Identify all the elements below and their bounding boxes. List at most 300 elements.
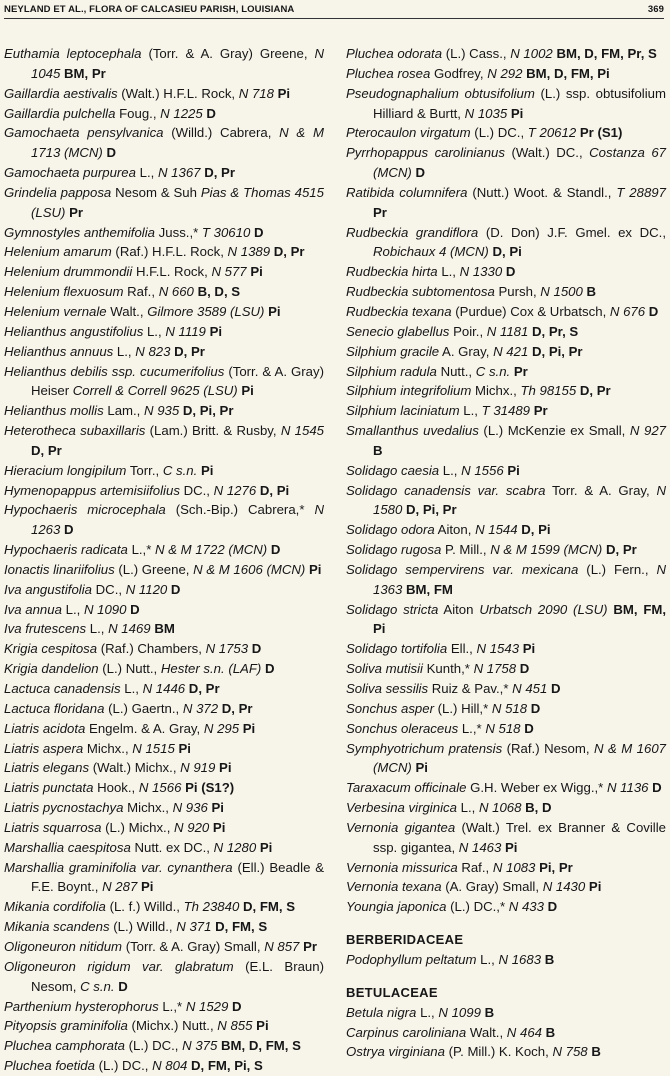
species-name: Solidago tortifolia xyxy=(346,641,448,657)
species-name: Liatris aspera xyxy=(4,740,84,756)
species-entry xyxy=(4,739,324,759)
herbaria-codes: BM, Pr xyxy=(64,65,106,81)
species-author: Aiton xyxy=(443,601,474,617)
species-author: Michx., xyxy=(86,740,129,756)
species-author: (Michx.) Nutt., xyxy=(131,1018,214,1034)
species-author: L., xyxy=(420,1004,435,1020)
herbaria-codes: Pi xyxy=(209,323,223,339)
species-entry xyxy=(4,401,324,421)
species-name: Vernonia missurica xyxy=(346,859,458,875)
species-author: Lam., xyxy=(107,403,141,419)
collection-number: N & M 1713 (MCN) xyxy=(31,125,324,161)
species-entry xyxy=(4,719,324,739)
herbaria-codes: D, Pr xyxy=(221,700,253,716)
species-name: Sonchus oleraceus xyxy=(346,720,459,736)
collection-number: N 433 xyxy=(508,899,544,915)
collection-number: T 31489 xyxy=(481,403,531,419)
collection-number: N & M 1606 (MCN) xyxy=(193,561,306,577)
species-name: Solidago caesia xyxy=(346,462,440,478)
herbaria-codes: D, Pi, Pr xyxy=(531,343,583,359)
species-entry xyxy=(346,123,666,143)
species-entry xyxy=(4,342,324,362)
species-name: Liatris squarrosa xyxy=(4,819,102,835)
collection-number: N 1120 xyxy=(125,581,168,597)
collection-number: N 1280 xyxy=(213,839,257,855)
collection-number: N 804 xyxy=(152,1058,188,1074)
species-name: Marshallia caespitosa xyxy=(4,839,131,855)
collection-number: N 1515 xyxy=(132,740,175,756)
species-author: (A. Gray) Small, xyxy=(445,879,540,895)
species-name: Iva frutescens xyxy=(4,621,87,637)
collection-number: N 1002 xyxy=(510,46,553,61)
species-entry xyxy=(346,950,666,970)
herbaria-codes: Pi xyxy=(415,760,428,776)
species-author: (Walt.) H.F.L. Rock, xyxy=(121,85,236,101)
collection-number: N 1543 xyxy=(476,641,520,657)
species-entry xyxy=(346,739,666,779)
species-author: (L.) Cass., xyxy=(445,46,507,61)
herbaria-codes: D, FM, Pi, S xyxy=(190,1058,263,1074)
species-entry xyxy=(346,600,666,640)
collection-number: N 758 xyxy=(552,1044,588,1060)
species-entry xyxy=(4,937,324,957)
herbaria-codes: BM, FM xyxy=(406,581,453,597)
collection-number: C s.n. xyxy=(162,462,198,478)
species-entry xyxy=(4,699,324,719)
species-entry xyxy=(346,818,666,858)
species-entry xyxy=(346,302,666,322)
species-author: Hook., xyxy=(97,780,136,796)
species-author: Ell., xyxy=(450,641,473,657)
species-author: (L.) Willd., xyxy=(113,919,173,935)
collection-number: N 1083 xyxy=(492,859,536,875)
species-name: Grindelia papposa xyxy=(4,184,112,200)
species-author: L., xyxy=(124,681,139,696)
herbaria-codes: D, Pi xyxy=(492,244,522,260)
herbaria-codes: B xyxy=(484,1004,495,1020)
species-entry xyxy=(346,639,666,659)
herbaria-codes: D, Pi xyxy=(259,482,290,498)
species-author: DC., xyxy=(183,482,210,498)
herbaria-codes: D xyxy=(415,165,426,181)
collection-number: N 1035 xyxy=(464,105,508,121)
collection-number: N 1753 xyxy=(205,641,249,657)
species-author: L., xyxy=(139,165,155,181)
species-author: (Walt.) Michx., xyxy=(92,760,177,776)
species-entry xyxy=(346,143,666,183)
species-author: (L. f.) Willd., xyxy=(109,899,180,915)
collection-number: N 1225 xyxy=(160,105,203,121)
species-author: Nutt., xyxy=(440,363,473,379)
species-author: Raf., xyxy=(127,284,156,300)
collection-number: N 287 xyxy=(102,879,138,895)
collection-number: N 920 xyxy=(174,819,210,835)
running-header xyxy=(4,4,664,19)
species-name: Podophyllum peltatum xyxy=(346,951,477,967)
species-name: Pluchea foetida xyxy=(4,1058,95,1074)
herbaria-codes: D xyxy=(118,978,128,994)
species-author: L.,* xyxy=(461,720,482,736)
herbaria-codes: Pr xyxy=(513,363,528,379)
species-author: L., xyxy=(442,462,458,478)
collection-number: C s.n. xyxy=(80,978,115,994)
species-entry xyxy=(346,699,666,719)
species-entry xyxy=(346,381,666,401)
herbaria-codes: D, Pi xyxy=(521,522,551,538)
species-entry xyxy=(346,223,666,263)
species-name: Ratibida columnifera xyxy=(346,184,468,200)
species-author: Walt., xyxy=(469,1024,504,1040)
species-name: Soliva sessilis xyxy=(346,681,429,696)
species-entry xyxy=(4,580,324,600)
collection-number: N 1430 xyxy=(542,879,586,895)
species-author: (L.) DC.,* xyxy=(450,899,506,915)
species-entry xyxy=(346,64,666,84)
herbaria-codes: Pi xyxy=(588,879,602,895)
species-author: L., xyxy=(463,403,478,419)
collection-number: T 30610 xyxy=(201,224,251,240)
species-name: Krigia dandelion xyxy=(4,661,99,677)
herbaria-codes: Pr xyxy=(69,204,84,220)
species-author: Walt., xyxy=(110,303,144,319)
collection-number: N 1758 xyxy=(473,661,517,677)
herbaria-codes: B xyxy=(373,442,383,458)
species-entry xyxy=(4,858,324,898)
collection-number: N 1389 xyxy=(227,244,271,260)
species-entry xyxy=(4,123,324,163)
species-name: Sonchus asper xyxy=(346,700,434,716)
family-heading-berberidaceae: BERBERIDACEAE xyxy=(346,932,464,948)
species-name: Iva angustifolia xyxy=(4,581,92,597)
species-name: Vernonia texana xyxy=(346,879,442,895)
species-entry xyxy=(346,183,666,223)
species-author: Nesom & Suh xyxy=(115,184,197,200)
species-name: Solidago rugosa xyxy=(346,542,442,558)
species-entry xyxy=(4,560,324,580)
herbaria-codes: D, FM, S xyxy=(242,899,296,915)
herbaria-codes: D, Pr xyxy=(31,442,62,458)
species-entry xyxy=(346,858,666,878)
collection-number: N 823 xyxy=(135,343,171,359)
herbaria-codes: D, Pi, Pr xyxy=(406,502,457,518)
herbaria-codes: B, D xyxy=(525,800,552,816)
species-entry xyxy=(4,639,324,659)
species-entry xyxy=(346,659,666,679)
species-author: Godfrey, xyxy=(433,65,484,81)
species-author: (Torr. & A. Gray) Greene, xyxy=(148,46,308,61)
collection-number: Correll & Correll 9625 (LSU) xyxy=(72,383,238,399)
herbaria-codes: D xyxy=(547,899,558,915)
herbaria-codes: D xyxy=(251,641,262,657)
herbaria-codes: D xyxy=(524,720,534,736)
species-name: Silphium integrifolium xyxy=(346,383,472,399)
species-author: Nutt. ex DC., xyxy=(134,839,210,855)
species-name: Lactuca floridana xyxy=(4,700,105,716)
species-name: Marshallia graminifolia var. cynanthera xyxy=(4,859,233,875)
herbaria-codes: D, Pr xyxy=(188,681,220,696)
species-name: Iva annua xyxy=(4,601,62,617)
herbaria-codes: Pi xyxy=(522,641,536,657)
herbaria-codes: Pi xyxy=(510,105,524,121)
species-name: Hieracium longipilum xyxy=(4,462,127,478)
species-author: (Nutt.) Woot. & Standl., xyxy=(472,184,612,200)
species-name: Pluchea odorata xyxy=(346,46,443,61)
species-entry xyxy=(4,282,324,302)
species-entry xyxy=(4,997,324,1017)
collection-number: Pias & Thomas 4515 (LSU) xyxy=(31,184,324,220)
species-author: (Raf.) Chambers, xyxy=(100,641,202,657)
species-author: DC., xyxy=(95,581,123,597)
left-column xyxy=(4,44,324,1076)
herbaria-codes: D xyxy=(652,780,662,796)
species-author: (L.) Fern., xyxy=(586,561,649,577)
herbaria-codes: D, Pr xyxy=(204,165,235,181)
species-author: (Torr. & A. Gray) Heiser xyxy=(31,363,324,399)
species-entry xyxy=(346,897,666,917)
species-name: Gymnostyles anthemifolia xyxy=(4,224,155,240)
species-entry xyxy=(346,1023,666,1043)
species-name: Krigia cespitosa xyxy=(4,641,98,657)
species-name: Gaillardia pulchella xyxy=(4,105,116,121)
herbaria-codes: D xyxy=(106,145,117,161)
collection-number: N 935 xyxy=(144,403,180,419)
species-author: Aiton, xyxy=(437,522,472,538)
herbaria-codes: Pi xyxy=(259,839,273,855)
species-author: L., xyxy=(89,621,105,637)
species-entry xyxy=(4,44,324,84)
species-name: Gaillardia aestivalis xyxy=(4,85,118,101)
species-entry xyxy=(4,461,324,481)
species-entry xyxy=(4,897,324,917)
herbaria-codes: D, Pi, Pr xyxy=(182,403,234,419)
collection-number: N 518 xyxy=(485,720,521,736)
collection-number: N & M 1722 (MCN) xyxy=(155,542,268,558)
species-entry xyxy=(4,242,324,262)
species-author: (L.) McKenzie ex Small, xyxy=(483,423,626,439)
collection-number: N 660 xyxy=(158,284,194,300)
herbaria-codes: D xyxy=(64,522,74,538)
species-name: Vernonia gigantea xyxy=(346,819,456,835)
species-entry xyxy=(346,520,666,540)
species-entry xyxy=(4,500,324,540)
species-author: (Walt.) DC., xyxy=(511,145,583,161)
collection-number: N 1446 xyxy=(142,681,186,696)
species-author: (Raf.) H.F.L. Rock, xyxy=(115,244,224,260)
herbaria-codes: Pi xyxy=(140,879,154,895)
species-author: Poir., xyxy=(453,323,484,339)
herbaria-codes: B xyxy=(586,284,597,300)
species-author: Ruiz & Pav.,* xyxy=(431,681,509,696)
species-author: L., xyxy=(480,951,495,967)
running-title: NEYLAND ET AL., FLORA OF CALCASIEU PARISH, LOUISIANA xyxy=(4,4,295,15)
species-author: P. Mill., xyxy=(445,542,487,558)
herbaria-codes: B xyxy=(544,951,555,967)
herbaria-codes: BM, D, FM, S xyxy=(221,1038,301,1054)
species-author: L., xyxy=(146,323,162,339)
species-entry xyxy=(346,481,666,521)
species-entry xyxy=(4,262,324,282)
page-number: 369 xyxy=(647,4,664,15)
species-entry xyxy=(4,957,324,997)
collection-number: N 1683 xyxy=(498,951,542,967)
herbaria-codes: Pi, Pr xyxy=(539,859,573,875)
species-author: (L.) DC., xyxy=(128,1038,179,1054)
species-entry xyxy=(4,322,324,342)
species-entry xyxy=(4,302,324,322)
herbaria-codes: Pr (S1) xyxy=(579,125,623,141)
herbaria-codes: Pi xyxy=(211,800,224,816)
herbaria-codes: D xyxy=(530,700,541,716)
species-entry xyxy=(346,342,666,362)
collection-number: N 1580 xyxy=(373,482,666,518)
species-name: Helianthus debilis ssp. cucumerifolius xyxy=(4,363,225,379)
collection-number: N 1136 xyxy=(606,780,649,796)
species-author: L., xyxy=(65,601,81,617)
herbaria-codes: Pi xyxy=(219,760,232,776)
herbaria-codes: B xyxy=(591,1044,601,1060)
species-author: (L.) Hill,* xyxy=(437,700,489,716)
species-entry xyxy=(346,322,666,342)
species-name: Taraxacum officinale xyxy=(346,780,467,796)
herbaria-codes: BM xyxy=(154,621,175,637)
species-entry xyxy=(4,362,324,402)
species-name: Hypochaeris microcephala xyxy=(4,502,166,518)
species-name: Helianthus angustifolius xyxy=(4,323,144,339)
herbaria-codes: D xyxy=(270,542,281,558)
species-name: Gamochaeta pensylvanica xyxy=(4,125,164,141)
species-entry xyxy=(4,659,324,679)
species-entry xyxy=(4,1056,324,1076)
species-entry xyxy=(4,679,324,699)
species-name: Oligoneuron nitidum xyxy=(4,938,123,954)
species-entry xyxy=(346,877,666,897)
species-author: (Raf.) Nesom, xyxy=(506,740,590,756)
species-entry xyxy=(4,540,324,560)
collection-number: N 1363 xyxy=(373,561,666,597)
species-entry xyxy=(4,917,324,937)
collection-number: N 1263 xyxy=(31,502,324,538)
species-entry xyxy=(4,84,324,104)
species-entry xyxy=(346,540,666,560)
herbaria-codes: D xyxy=(551,681,561,696)
herbaria-codes: BM, D, FM, Pr, S xyxy=(556,46,657,61)
species-name: Rudbeckia grandiflora xyxy=(346,224,479,240)
species-name: Betula nigra xyxy=(346,1004,417,1020)
species-author: Pursh, xyxy=(498,284,537,300)
collection-number: N 1556 xyxy=(461,462,504,478)
species-author: (Walt.) Trel. ex Branner & Coville ssp. gigantea, xyxy=(373,819,667,855)
species-entry xyxy=(4,838,324,858)
species-name: Gamochaeta purpurea xyxy=(4,165,136,181)
species-entry xyxy=(4,758,324,778)
species-entry xyxy=(346,1003,666,1023)
herbaria-codes: Pr xyxy=(303,938,318,954)
species-author: A. Gray, xyxy=(442,343,490,359)
species-author: Torr., xyxy=(129,462,160,478)
herbaria-codes: D, Pr xyxy=(174,343,205,359)
collection-number: N 1045 xyxy=(31,46,324,81)
herbaria-codes: D xyxy=(170,581,181,597)
collection-number: N 1367 xyxy=(157,165,201,181)
species-name: Silphium radula xyxy=(346,363,437,379)
herbaria-codes: BM, FM, Pi xyxy=(373,601,667,637)
species-name: Rudbeckia hirta xyxy=(346,264,438,280)
species-author: (L.) Greene, xyxy=(118,561,190,577)
species-entry xyxy=(4,778,324,798)
herbaria-codes: Pr xyxy=(533,403,548,419)
species-name: Pityopsis graminifolia xyxy=(4,1018,128,1034)
collection-number: N 1090 xyxy=(83,601,127,617)
herbaria-codes: Pi xyxy=(212,819,226,835)
species-name: Helianthus mollis xyxy=(4,403,104,419)
species-author: (Sch.-Bip.) Cabrera,* xyxy=(175,502,305,518)
species-name: Pseudognaphalium obtusifolium xyxy=(346,85,535,101)
collection-number: N 518 xyxy=(491,700,528,716)
species-name: Helianthus annuus xyxy=(4,343,114,359)
collection-number: Th 98155 xyxy=(520,383,577,399)
herbaria-codes: D xyxy=(519,661,530,677)
species-name: Solidago canadensis var. scabra xyxy=(346,482,546,498)
species-entry xyxy=(4,421,324,461)
species-name: Soliva mutisii xyxy=(346,661,423,677)
right-column xyxy=(346,44,666,1062)
collection-number: T 28897 xyxy=(616,184,666,200)
family-heading-betulaceae: BETULACEAE xyxy=(346,984,438,1000)
berberidaceae-list xyxy=(346,950,666,970)
collection-number: N 1529 xyxy=(185,998,229,1014)
species-name: Liatris elegans xyxy=(4,760,90,776)
species-name: Hymenopappus artemisiifolius xyxy=(4,482,180,498)
species-name: Heterotheca subaxillaris xyxy=(4,423,146,439)
collection-number: N 1545 xyxy=(280,423,324,439)
species-author: Foug., xyxy=(119,105,157,121)
herbaria-codes: Pi xyxy=(505,839,518,855)
species-entry xyxy=(4,1036,324,1056)
betulaceae-list xyxy=(346,1003,666,1063)
species-author: Engelm. & A. Gray, xyxy=(89,720,201,736)
species-author: L., xyxy=(441,264,456,280)
collection-number: Robichaux 4 (MCN) xyxy=(373,244,489,260)
herbaria-codes: Pr xyxy=(373,204,387,220)
herbaria-codes: Pi xyxy=(507,462,520,478)
species-author: Michx., xyxy=(475,383,517,399)
species-name: Lactuca canadensis xyxy=(4,681,121,696)
collection-number: N 676 xyxy=(609,303,646,319)
species-entry xyxy=(4,481,324,501)
species-author: Torr. & A. Gray, xyxy=(551,482,650,498)
species-name: Ostrya virginiana xyxy=(346,1044,445,1060)
species-entry xyxy=(346,401,666,421)
collection-number: N 451 xyxy=(512,681,548,696)
species-entry xyxy=(4,183,324,223)
species-author: (L.) DC., xyxy=(474,125,525,141)
collection-number: N & M 1599 (MCN) xyxy=(490,542,603,558)
species-entry xyxy=(4,1016,324,1036)
species-name: Helenium vernale xyxy=(4,303,107,319)
species-name: Mikania cordifolia xyxy=(4,899,106,915)
herbaria-codes: D xyxy=(206,105,216,121)
collection-number: N 292 xyxy=(487,65,523,81)
species-author: Juss.,* xyxy=(158,224,199,240)
collection-number: N 464 xyxy=(506,1024,542,1040)
species-author: (P. Mill.) K. Koch, xyxy=(448,1044,549,1060)
collection-number: Costanza 67 (MCN) xyxy=(373,145,666,181)
herbaria-codes: Pi xyxy=(178,740,191,756)
species-name: Silphium laciniatum xyxy=(346,403,460,419)
collection-number: N 375 xyxy=(182,1038,218,1054)
herbaria-codes: D, FM, S xyxy=(215,919,268,935)
species-entry xyxy=(346,44,666,64)
